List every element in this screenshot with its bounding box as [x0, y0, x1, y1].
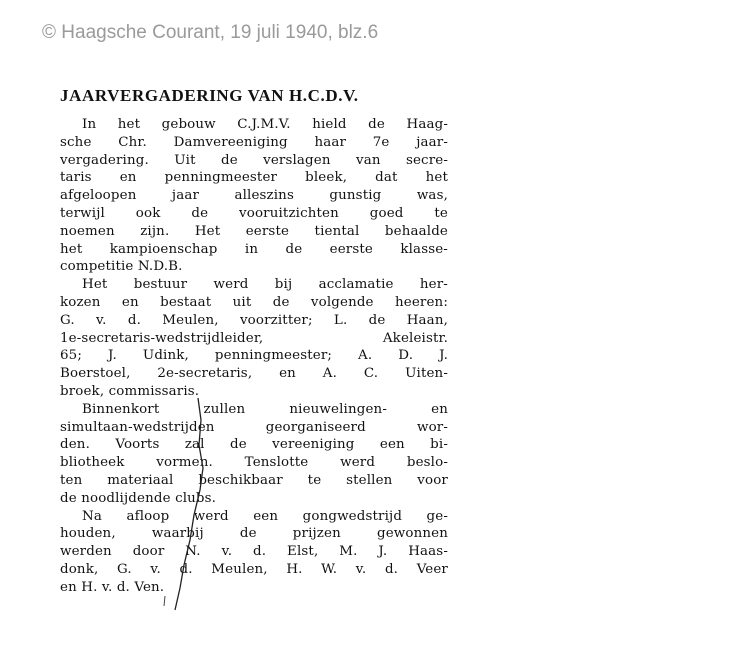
text-line: Binnenkort zullen nieuwelingen- en [82, 401, 448, 417]
text-line: simultaan-wedstrijden georganiseerd wor- [60, 419, 448, 435]
article-paragraph [60, 508, 448, 597]
text-line: 65; J. Udink, penningmeester; A. D. J. [60, 348, 448, 364]
text-line: kozen en bestaat uit de volgende heeren: [60, 294, 448, 310]
text-line: noemen zijn. Het eerste tiental behaalde [60, 223, 448, 239]
text-line: G. v. d. Meulen, voorzitter; L. de Haan, [60, 312, 448, 328]
text-line: en H. v. d. Ven. [60, 579, 165, 595]
article-paragraph [60, 276, 448, 401]
text-line: 1e-secretaris-wedstrijdleider, Akeleistr. [60, 330, 448, 346]
text-line: terwijl ook de vooruitzichten goed te [60, 205, 448, 221]
text-line: bliotheek vormen. Tenslotte werd beslo- [60, 455, 448, 471]
text-line: den. Voorts zal de vereeniging een bi- [60, 437, 448, 453]
text-line: afgeloopen jaar alleszins gunstig was, [60, 188, 448, 204]
text-line: de noodlijdende clubs. [60, 490, 217, 506]
text-line: competitie N.D.B. [60, 259, 183, 275]
text-line: Boerstoel, 2e-secretaris, en A. C. Uiten- [60, 366, 448, 382]
text-line: In het gebouw C.J.M.V. hield de Haag- [82, 117, 448, 132]
text-line: sche Chr. Damvereeniging haar 7e jaar- [60, 134, 448, 150]
text-line: het kampioenschap in de eerste klasse- [60, 241, 448, 257]
text-line: donk, G. v. d. Meulen, H. W. v. d. Veer [60, 561, 448, 577]
copyright-notice: © Haagsche Courant, 19 juli 1940, blz.6 [42, 22, 379, 43]
text-line: houden, waarbij de prijzen gewonnen [60, 526, 448, 542]
newspaper-clipping [60, 86, 448, 597]
text-line: Het bestuur werd bij acclamatie her- [82, 277, 448, 293]
text-line: Na afloop werd een gongwedstrijd ge- [82, 508, 448, 524]
article-headline: JAARVERGADERING VAN H.C.D.V. [60, 86, 359, 105]
text-line: werden door N. v. d. Elst, M. J. Haas- [60, 544, 448, 560]
text-line: taris en penningmeester bleek, dat het [60, 170, 448, 186]
text-line: broek, commissaris. [60, 383, 200, 399]
article-paragraph [60, 401, 448, 508]
text-line: ten materiaal beschikbaar te stellen voor [60, 472, 448, 488]
text-line: vergadering. Uit de verslagen van secre- [60, 152, 448, 168]
article-paragraph [60, 116, 448, 276]
